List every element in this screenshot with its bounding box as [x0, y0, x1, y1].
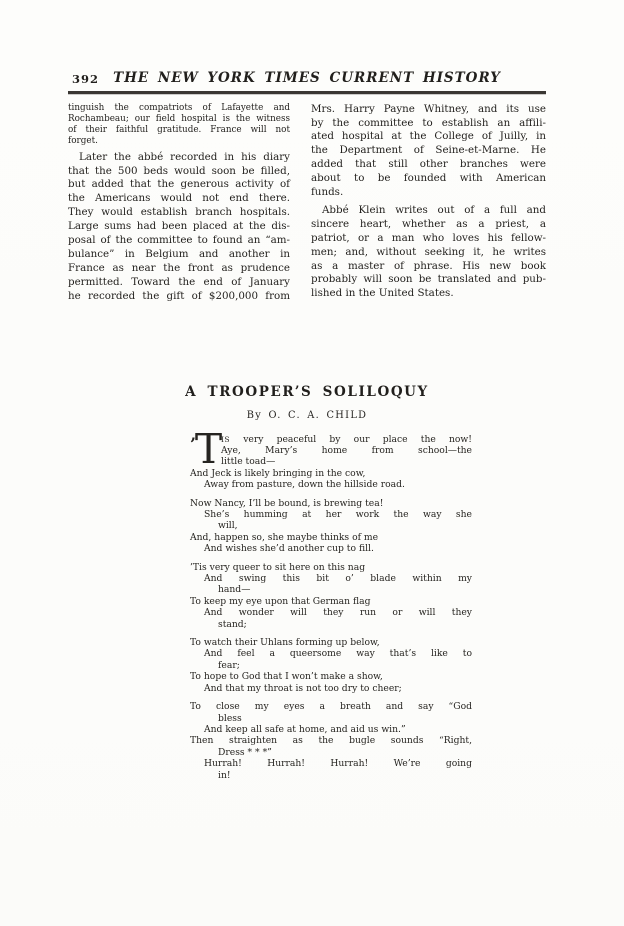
- text-line: of their faithful gratitude. France will not: [68, 124, 290, 135]
- poem-stanza-3: [190, 562, 472, 630]
- poem-line: To hope to God that I won’t make a show,: [190, 671, 383, 683]
- poem-line: [190, 434, 472, 445]
- poem-stanza-5: [190, 701, 472, 781]
- poem-line: Now Nancy, I’ll be bound, is brewing tea!: [190, 497, 384, 509]
- poem-line: Hurrah! Hurrah! Hurrah! We’re going: [204, 758, 472, 770]
- page-content: [68, 70, 546, 788]
- poem-line: in!: [218, 769, 231, 781]
- paragraph: [311, 103, 546, 200]
- first-line-small-caps: IS: [221, 434, 231, 444]
- text-line: Large sums had been placed at the dis-: [68, 220, 290, 233]
- journal-title: THE NEW YORK TIMES CURRENT HISTORY: [113, 70, 501, 86]
- text-line: he recorded the gift of $200,000 from: [68, 289, 290, 302]
- dropcap-apostrophe: ’: [190, 434, 195, 455]
- text-line: by the committee to establish an affili-: [311, 116, 546, 129]
- paragraph: [68, 151, 290, 304]
- dropcap-letter: T: [194, 424, 223, 473]
- text-line: ated hospital at the College of Juilly, in: [311, 130, 546, 143]
- text-line: as a master of phrase. His new book: [311, 259, 546, 272]
- poem-line: bless: [218, 712, 242, 724]
- poem-line: Away from pasture, down the hillside road.: [204, 479, 405, 491]
- poem-line: And swing this bit o’ blade within my: [204, 573, 472, 585]
- poem-line: And Jeck is likely bringing in the cow,: [190, 467, 366, 479]
- page-number: 392: [72, 72, 100, 86]
- poem-line: will,: [218, 520, 238, 532]
- stanza-lines: [190, 445, 472, 491]
- text-line: the Department of Seine-et-Marne. He: [311, 144, 546, 157]
- text-line: patriot, or a man who loves his fellow-: [311, 231, 546, 244]
- poem-line: Aye, Mary’s home from school—the: [221, 444, 472, 456]
- poem-line: To watch their Uhlans forming up below,: [190, 637, 380, 649]
- text-line: funds.: [311, 186, 344, 199]
- poem-line: And that my throat is not too dry to cheer;: [204, 682, 402, 694]
- poem-line: And feel a queersome way that’s like to: [204, 648, 472, 660]
- poem-line: And wishes she’d another cup to fill.: [204, 543, 374, 555]
- text-line: that the 500 beds would soon be filled,: [68, 164, 290, 177]
- poem-line: hand—: [218, 584, 251, 596]
- text-line: They would establish branch hospitals.: [68, 206, 290, 219]
- poem-body: [190, 424, 472, 781]
- text-line: probably will soon be translated and pub-: [311, 273, 546, 286]
- poem-line: Dress * * *”: [218, 746, 272, 758]
- poem-byline: By O. C. A. CHILD: [246, 409, 368, 421]
- paragraph: [311, 204, 546, 301]
- text-line: lished in the United States.: [311, 287, 454, 300]
- text-line: bulance” in Belgium and another in: [68, 247, 290, 260]
- two-column-text: [68, 103, 546, 304]
- poem-stanza-4: [190, 637, 472, 694]
- text-line: men; and, without seeking it, he writes: [311, 245, 546, 258]
- column-left: [68, 103, 290, 304]
- text-line: forget.: [68, 135, 98, 146]
- text-line: Later the abbé recorded in his diary: [79, 150, 290, 163]
- poem-line: To keep my eye upon that German flag: [190, 595, 371, 607]
- paragraph-continuation: [68, 103, 290, 147]
- poem-line: She’s humming at her work the way she: [204, 509, 472, 520]
- poem-line: ’Tis very queer to sit here on this nag: [190, 561, 366, 573]
- poem-stanza-1: [190, 424, 472, 491]
- first-line-rest: very peaceful by our place the now!: [230, 433, 472, 445]
- poem-line: And, happen so, she maybe thinks of me: [190, 531, 379, 543]
- text-line: Rochambeau; our field hospital is the witness: [68, 113, 290, 124]
- text-line: posal of the committee to found an “am-: [68, 234, 290, 247]
- poem-section: [68, 384, 546, 781]
- dropcap: [190, 424, 223, 473]
- text-line: but added that the generous activity of: [68, 178, 290, 191]
- text-line: tinguish the compatriots of Lafayette and: [68, 102, 290, 113]
- text-line: the Americans would not end there.: [68, 192, 290, 205]
- poem-stanza-2: [190, 498, 472, 555]
- poem-line: fear;: [218, 659, 240, 671]
- text-line: Abbé Klein writes out of a full and: [322, 203, 546, 216]
- running-header: [68, 70, 546, 87]
- poem-title: A TROOPER’S SOLILOQUY: [185, 383, 429, 400]
- text-line: France as near the front as prudence: [68, 261, 290, 274]
- text-line: permitted. Toward the end of January: [68, 275, 290, 288]
- poem-line: To close my eyes a breath and say “God: [190, 701, 472, 713]
- text-line: added that still other branches were: [311, 158, 546, 171]
- poem-line: Then straighten as the bugle sounds “Right,: [190, 735, 472, 747]
- poem-line: little toad—: [221, 456, 276, 468]
- text-line: sincere heart, whether as a priest, a: [311, 217, 546, 230]
- text-line: about to be founded with American: [311, 172, 546, 185]
- text-line: Mrs. Harry Payne Whitney, and its use: [311, 102, 546, 115]
- header-rule: [68, 91, 546, 94]
- column-right: [311, 103, 546, 304]
- poem-line: And keep all safe at home, and aid us win.”: [204, 723, 406, 735]
- poem-line: And wonder will they run or will they: [204, 607, 472, 619]
- poem-line: stand;: [218, 618, 247, 630]
